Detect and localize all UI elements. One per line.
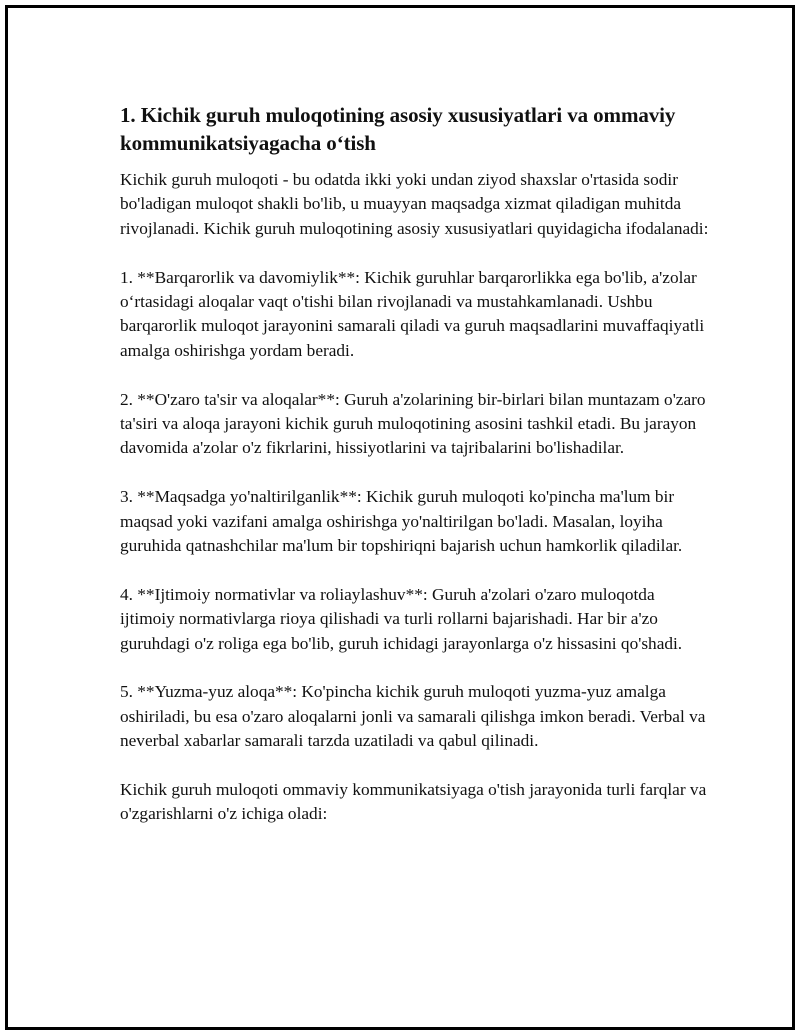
document-body — [120, 101, 710, 851]
paragraph-item-1: 1. **Barqarorlik va davomiylik**: Kichik guruhlar barqarorlikka ega bo'lib, a'zolar o‘rtasidagi aloqalar vaqt o'tishi bilan rivojlanadi va mustahkamlanadi. Ushbu barqarorlik muloqot jarayonini samarali qiladi va guruh maqsadlarini muvaffaqiyatli amalga oshirishga yordam beradi. — [120, 267, 705, 360]
paragraph-intro: Kichik guruh muloqoti - bu odatda ikki yoki undan ziyod shaxslar o'rtasida sodir bo'ladigan muloqot shakli bo'lib, u muayyan maqsadga xizmat qiladigan muhitda rivojlanadi. Kichik guruh muloqotining asosiy xususiyatlari quyidagicha ifodalanadi: — [120, 170, 709, 238]
paragraph-item-2: 2. **O'zaro ta'sir va aloqalar**: Guruh a'zolarining bir-birlari bilan muntazam o'zaro ta'siri va aloqa jarayoni kichik guruh muloqotining asosini tashkil etadi. Bu jarayon davomida a'zolar o'z fikrlarini, hissiyotlarini va tajribalarini bo'lishadilar. — [120, 389, 706, 458]
paragraph-conclusion: Kichik guruh muloqoti ommaviy kommunikatsiyaga o'tish jarayonida turli farqlar va o'zgarishlarni o'z ichiga oladi: — [120, 780, 707, 824]
document-title: 1. Kichik guruh muloqotining asosiy xususiyatlari va ommaviy kommunikatsiyagacha o‘tish — [120, 103, 676, 155]
paragraph-item-5: 5. **Yuzma-yuz aloqa**: Ko'pincha kichik guruh muloqoti yuzma-yuz amalga oshiriladi, bu esa o'zaro aloqalarni jonli va samarali qilishga imkon beradi. Verbal va neverbal xabarlar samarali tarzda uzatiladi va qabul qilinadi. — [120, 682, 706, 751]
paragraph-item-3: 3. **Maqsadga yo'naltirilganlik**: Kichik guruh muloqoti ko'pincha ma'lum bir maqsad yoki vazifani amalga oshirishga yo'naltirilgan bo'ladi. Masalan, loyiha guruhida qatnashchilar ma'lum bir topshiriqni bajarish uchun hamkorlik qiladilar. — [120, 487, 683, 556]
paragraph-item-4: 4. **Ijtimoiy normativlar va roliaylashuv**: Guruh a'zolari o'zaro muloqotda ijtimoiy normativlarga rioya qilishadi va turli rollarni bajarishadi. Har bir a'zo guruhdagi o'z roliga ega bo'lib, guruh ichidagi jarayonlarga o'z hissasini qo'shadi. — [120, 584, 683, 653]
page-frame — [5, 5, 795, 1030]
